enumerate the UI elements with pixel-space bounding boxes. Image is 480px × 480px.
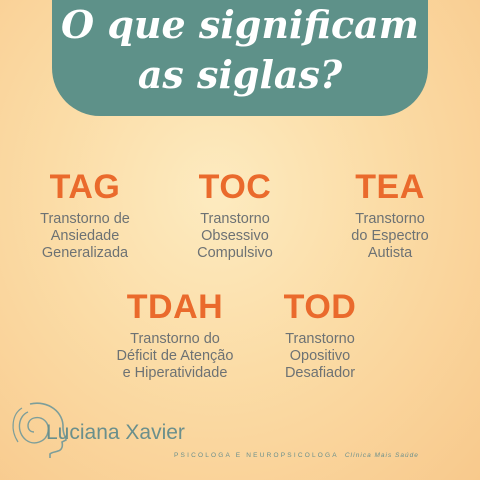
description-line: Transtorno xyxy=(355,211,425,227)
author-subtitle xyxy=(174,452,419,459)
clinic-name: Clínica Mais Saúde xyxy=(344,452,419,459)
acronym-toc: TOC xyxy=(198,168,272,206)
description-line: Autista xyxy=(367,245,413,261)
description-line: Desafiador xyxy=(284,365,356,381)
description-line: Generalizada xyxy=(41,245,129,261)
acronym-tag: TAG xyxy=(49,168,121,206)
description-line: Obsessivo xyxy=(201,228,269,244)
description-line: e Hiperatividade xyxy=(122,365,228,381)
acronym-tag-description xyxy=(15,211,155,262)
description-line: Opositivo xyxy=(289,348,351,364)
author-name: Luciana Xavier xyxy=(46,421,185,444)
acronym-tod-description xyxy=(250,331,390,382)
acronym-tea-description xyxy=(320,211,460,262)
acronym-toc-description xyxy=(165,211,305,262)
acronym-tod: TOD xyxy=(283,288,357,326)
description-line: Déficit de Atenção xyxy=(116,348,234,364)
title-line-2: as siglas? xyxy=(137,52,343,97)
description-line: do Espectro xyxy=(351,228,429,244)
description-line: Transtorno de xyxy=(40,211,130,227)
acronym-tdah: TDAH xyxy=(126,288,224,326)
description-line: Compulsivo xyxy=(197,245,273,261)
profession-text: PSICOLOGA E NEUROPSICOLOGA xyxy=(174,452,339,459)
description-line: Transtorno xyxy=(285,331,355,347)
description-line: Transtorno xyxy=(200,211,270,227)
description-line: Ansiedade xyxy=(50,228,120,244)
description-line: Transtorno do xyxy=(130,331,220,347)
title-line-1: O que significam xyxy=(61,2,419,47)
acronym-tdah-description xyxy=(90,331,260,382)
acronym-tea: TEA xyxy=(355,168,425,206)
